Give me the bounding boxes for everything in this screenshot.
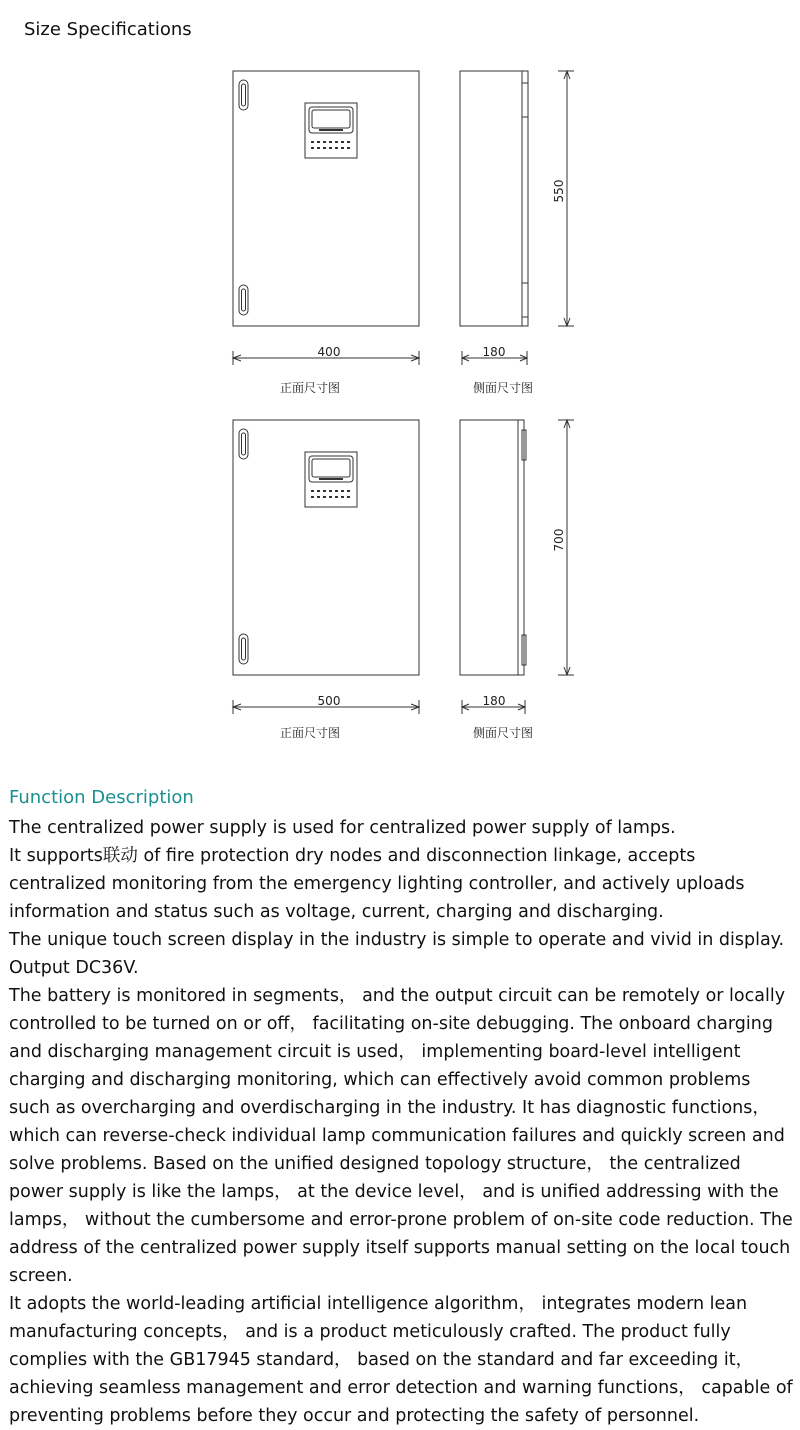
front-caption-1: 正面尺寸图 [279,381,341,395]
depth-label-2: 180 [482,694,506,708]
side-caption-2: 侧面尺寸图 [472,726,534,740]
paragraph: Output DC36V. [9,958,139,978]
cabinet-front-view-1 [233,71,419,326]
paragraph: It supports联动 of fire protection dry nodes and disconnection linkage, accepts centralized monitoring from the emergency lighting controller, and actively uploads information and status such as voltage, current, charging and discharging. [9,846,745,922]
paragraph: It adopts the world-leading artificial intelligence algorithm， integrates modern lean manufacturing concepts， and is a product meticulously crafted. The product fully complies with the GB17945 standard， based on the standard and far exceeding it， achieving seamless management and error detection and warning functions， capable of preventing problems before they occur and protecting the safety of personnel. [9,1294,793,1426]
size-diagram [0,55,800,765]
section-heading: Function Description [9,787,194,808]
function-description [9,786,794,1430]
cabinet-side-view-1 [460,71,528,326]
depth-label-1: 180 [482,345,506,359]
paragraph: The unique touch screen display in the industry is simple to operate and vivid in display. [9,930,785,950]
side-caption-1: 侧面尺寸图 [472,381,534,395]
height-label-1: 550 [552,179,566,203]
front-caption-2: 正面尺寸图 [279,726,341,740]
paragraph: The battery is monitored in segments， and the output circuit can be remotely or locally controlled to be turned on or off， facilitating on-site debugging. The onboard charging and discharging management circuit is used， implementing board-level intelligent charging and discharging monitoring, which can effectively avoid common problems such as overcharging and overdischarging in the industry. It has diagnostic functions， which can reverse-check individual lamp communication failures and quickly screen and solve problems. Based on the unified designed topology structure， the centralized power supply is like the lamps， at the device level， and is unified addressing with the lamps， without the cumbersome and error-prone problem of on-site code reduction. The address of the centralized power supply itself supports manual setting on the local touch screen. [9,986,793,1286]
page-title: Size Specifications [24,19,192,40]
height-label-2: 700 [552,528,566,552]
width-label-1: 400 [317,345,341,359]
paragraph: The centralized power supply is used for centralized power supply of lamps. [9,818,676,838]
cabinet-side-view-2 [460,420,526,675]
width-label-2: 500 [317,694,341,708]
cabinet-front-view-2 [233,420,419,675]
